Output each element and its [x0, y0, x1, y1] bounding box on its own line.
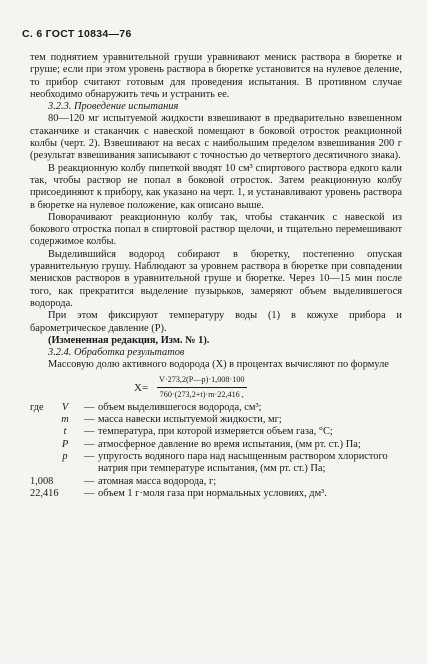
paragraph: Выделившийся водород собирают в бюретку, постепенно опуская уравнительную грушу. Наблюдают за уровнем раствора в бюретке при совпадении менисков растворов в уравнительной груше и бюретке. Через 10—15 мин после того, как прекратится выделение пузырьков, замеряют объем выделившегося водорода. [30, 248, 402, 309]
definition-row: где V — объем выделившегося водорода, см³; [30, 402, 402, 414]
formula-denominator: 760·(273,2+t)·m·22,416 , [159, 390, 244, 400]
definition-row: P — атмосферное давление во время испытания, (мм рт. ст.) Па; [30, 439, 402, 451]
definition-text: температура, при которой измеряется объем газа, °С; [98, 426, 333, 438]
paragraph: Поворачивают реакционную колбу так, чтобы стаканчик с навеской из бокового отростка попал в спиртовой раствор щелочи, и тщательно перемешивают содержимое колбы. [30, 211, 402, 248]
definition-row: 1,008 — атомная масса водорода, г; [30, 476, 402, 488]
formula-fraction [157, 374, 247, 402]
definition-text: упругость водяного пара над насыщенным раствором хлористого натрия при температуре испытания, (мм рт. ст.) Па; [98, 450, 388, 475]
definition-row: t — температура, при которой измеряется объем газа, °С; [30, 426, 402, 438]
definition-text: атомная масса водорода, г; [98, 475, 217, 487]
formula [30, 374, 402, 400]
definition-symbol: m [61, 414, 69, 426]
body-text [30, 52, 402, 500]
section-heading: 3.2.3. Проведение испытания [48, 101, 179, 113]
paragraph: Массовую долю активного водорода (X) в процентах вычисляют по формуле [48, 359, 389, 371]
definition-row: m — масса навески испытуемой жидкости, мг; [30, 414, 402, 426]
page-header: С. 6 ГОСТ 10834—76 [22, 28, 132, 40]
definition-text: атмосферное давление во время испытания, (мм рт. ст.) Па; [98, 438, 361, 450]
paragraph: тем поднятием уравнительной груши уравнивают мениск раствора в бюретке и груше; если при этом уровень раствора в бюретке установится на нулевое деление, то прибор считают готовым для проведения испытания. В противном случае необходимо обнаружить течь и устранить ее. [30, 52, 402, 100]
definition-text: объем выделившегося водорода, см³; [98, 401, 262, 413]
definition-symbol: V [61, 401, 69, 413]
definition-symbol: p [62, 450, 68, 462]
amendment-note: (Измененная редакция, Изм. № 1). [48, 334, 210, 346]
definitions-intro: где [30, 401, 44, 413]
paragraph: В реакционную колбу пипеткой вводят 10 см³ спиртового раствора едкого кали так, чтобы раствор не попал в боковой отросток. Затем реакционную колбу присоединяют к прибору, как указано на черт. 1, и устанавливают уровень раствора в бюретке на нулевое положение, как описано выше. [30, 162, 402, 211]
section-heading: 3.2.4. Обработка результатов [48, 347, 185, 359]
formula-numerator: V·273,2(P—p)·1,008·100 [157, 374, 247, 388]
definition-symbol: 1,008 [30, 475, 54, 487]
definition-row: 22,416 — объем 1 г·моля газа при нормальных условиях, дм³. [30, 488, 402, 500]
definition-text: объем 1 г·моля газа при нормальных условиях, дм³. [98, 487, 327, 499]
definition-symbol: P [61, 438, 69, 450]
definition-row: p — упругость водяного пара над насыщенным раствором хлористого натрия при температуре испытания, (мм рт. ст.) Па; [30, 451, 402, 476]
definition-text: масса навески испытуемой жидкости, мг; [98, 414, 282, 426]
formula-lhs: X= [134, 381, 149, 394]
paragraph: 80—120 мг испытуемой жидкости взвешивают в предварительно взвешенном стаканчике и стаканчик с навеской помещают в боковой отросток реакционной колбы (черт. 2). Взвешивают на весах с наибольшим пределом взвешивания 200 г (результат взвешивания записывают с точностью до четвертого десятичного знака). [30, 113, 402, 162]
definition-symbol: t [63, 426, 67, 438]
paragraph: При этом фиксируют температуру воды (1) в кожухе прибора и барометрическое давление (P). [30, 310, 402, 334]
definitions-list [30, 402, 402, 500]
definition-symbol: 22,416 [30, 487, 59, 499]
